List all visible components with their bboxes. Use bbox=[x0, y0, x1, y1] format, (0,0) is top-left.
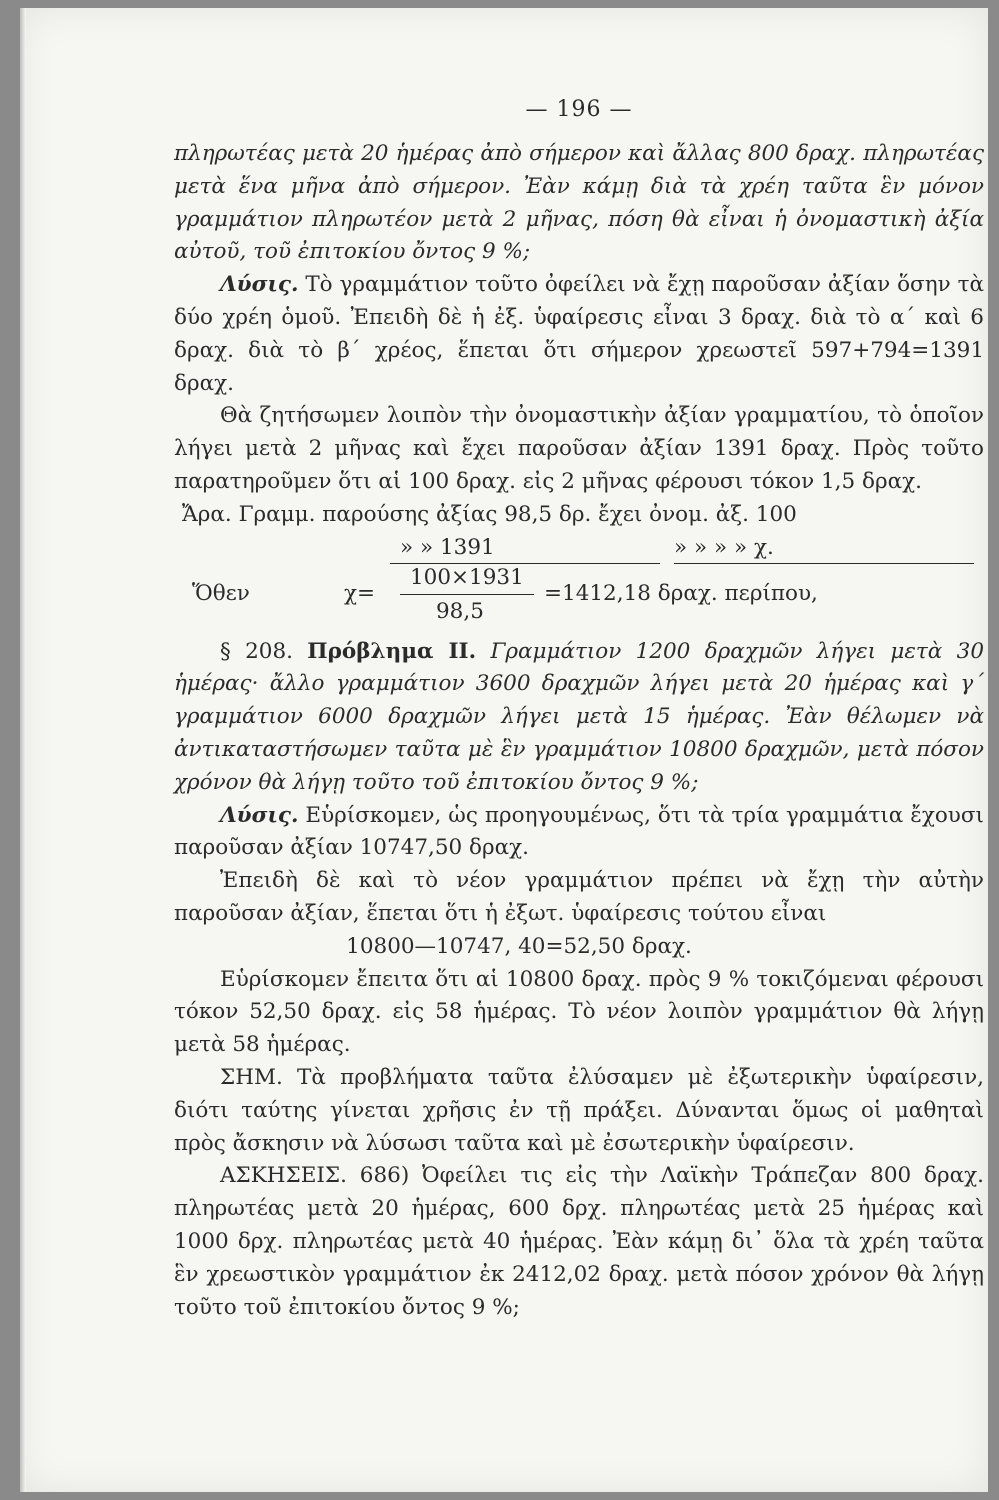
solution-label: Λύσις. bbox=[220, 272, 299, 298]
paragraph-problem-continued: πληρωτέας μετὰ 20 ἡμέρας ἀπὸ σήμερον καὶ ἄλλας 800 δραχ. πληρωτέας μετὰ ἕνα μῆνα ἀπὸ σήμερον. Ἐὰν κάμῃ διὰ τὰ χρέη ταῦτα ἓν μόνον γραμμάτιον πληρωτέον μετὰ 2 μῆνας, πόση θὰ εἶναι ἡ ὀνομαστικὴ ἀξία αὐτοῦ, τοῦ ἐπιτοκίου ὄντος 9 %; bbox=[174, 141, 984, 265]
paragraph-solution-1 bbox=[174, 269, 984, 400]
book-page bbox=[20, 8, 988, 1492]
paragraph-problem-2 bbox=[174, 636, 984, 800]
problem-title: Πρόβλημα II. bbox=[307, 638, 477, 664]
paragraph-note: ΣΗΜ. Τὰ προβλήματα ταῦτα ἐλύσαμεν μὲ ἐξωτερικὴν ὑφαίρεσιν, διότι ταύτης γίνεται χρῆσις ἐν τῇ πράξει. Δύνανται ὅμως οἱ μαθηταὶ πρὸς ἄσκησιν νὰ λύσωσι ταῦτα καὶ μὲ ἐσωτερικὴν ὑφαίρεσιν. bbox=[174, 1064, 984, 1156]
fraction-result: =1412,18 δραχ. περίπου, bbox=[544, 580, 818, 606]
paragraph-nominal-value: Θὰ ζητήσωμεν λοιπὸν τὴν ὀνομαστικὴν ἀξίαν γραμματίου, τὸ ὁποῖον λήγει μετὰ 2 μῆνας καὶ ἔχει παροῦσαν ἀξίαν 1391 δραχ. Πρὸς τοῦτο παρατηροῦμεν ὅτι αἱ 100 δραχ. εἰς 2 μῆνας φέρουσι τόκον 1,5 δραχ. bbox=[174, 403, 984, 494]
page-number: — 196 — bbox=[525, 97, 633, 122]
section-number: § 208. bbox=[220, 638, 293, 664]
paragraph-new-note: Ἐπειδὴ δὲ καὶ τὸ νέον γραμμάτιον πρέπει νὰ ἔχῃ τὴν αὐτὴν παροῦσαν ἀξίαν, ἕπεται ὅτι ἡ ἐξωτ. ὑφαίρεσις τούτου εἶναι bbox=[174, 868, 984, 926]
solution-2-label: Λύσις. bbox=[220, 802, 299, 828]
fraction-numerator: 100×1931 bbox=[410, 564, 524, 590]
fraction-equation bbox=[174, 564, 984, 636]
x-equals: χ= bbox=[344, 580, 376, 606]
equation-difference: 10800—10747, 40=52,50 δραχ. bbox=[346, 933, 692, 959]
hence-label: Ὅθεν bbox=[192, 580, 250, 606]
page-spine-shadow bbox=[20, 8, 26, 1492]
page-text bbox=[174, 94, 984, 1324]
proportion-ditto-right: » » » » χ. bbox=[674, 534, 774, 560]
fraction-bar bbox=[400, 594, 534, 595]
proportion-line-2 bbox=[174, 532, 984, 564]
problem-text: Γραμμάτιον 1200 δραχμῶν λήγει μετὰ 30 ἡμέρας· ἄλλο γραμμάτιον 3600 δραχμῶν λήγει μετὰ 20 ἡμέρας καὶ γ΄ γραμμάτιον 6000 δραχμῶν λήγει μετὰ 15 ἡμέρας. Ἐὰν θέλωμεν νὰ ἀντικαταστήσωμεν ταῦτα μὲ ἓν γραμμάτιον 10800 δραχμῶν, μετὰ πόσον χρόνον θὰ λήγῃ τοῦτο τοῦ ἐπιτοκίου ὄντος 9 %; bbox=[174, 638, 984, 795]
proportion-ditto-left: » » 1391 bbox=[400, 534, 495, 560]
paragraph-solution-2 bbox=[174, 800, 984, 866]
fraction-denominator: 98,5 bbox=[436, 598, 484, 624]
proportion-line-1: Ἄρα. Γραμμ. παρούσης ἀξίας 98,5 δρ. ἔχει ὀνομ. ἀξ. 100 bbox=[182, 501, 797, 527]
solution-2-text: Εὑρίσκομεν, ὡς προηγουμένως, ὅτι τὰ τρία γραμμάτια ἔχουσι παροῦσαν ἀξίαν 10747,50 δραχ. bbox=[174, 802, 984, 861]
paragraph-result: Εὑρίσκομεν ἔπειτα ὅτι αἱ 10800 δραχ. πρὸς 9 % τοκιζόμεναι φέρουσι τόκον 52,50 δραχ. εἰς 58 ἡμέρας. Τὸ νέον λοιπὸν γραμμάτιον θὰ λήγῃ μετὰ 58 ἡμέρας. bbox=[174, 966, 984, 1058]
paragraph-exercises: ΑΣΚΗΣΕΙΣ. 686) Ὀφείλει τις εἰς τὴν Λαϊκὴν Τράπεζαν 800 δραχ. πληρωτέας μετὰ 20 ἡμέρας, 600 δρχ. πληρωτέας μετὰ 25 ἡμέρας καὶ 1000 δρχ. πληρωτέας μετὰ 40 ἡμέρας. Ἐὰν κάμῃ δι᾽ ὅλα τὰ χρέη ταῦτα ἓν χρεωστικὸν γραμμάτιον ἐκ 2412,02 δραχ. μετὰ πόσον χρόνον θὰ λήγῃ τοῦτο τοῦ ἐπιτοκίου ὄντος 9 %; bbox=[174, 1163, 984, 1320]
solution-text: Τὸ γραμμάτιον τοῦτο ὀφείλει νὰ ἔχῃ παροῦσαν ἀξίαν ὅσην τὰ δύο χρέη ὁμοῦ. Ἐπειδὴ δὲ ἡ ἐξ. ὑφαίρεσις εἶναι 3 δραχ. διὰ τὸ α΄ καὶ 6 δραχ. διὰ τὸ β΄ χρέος, ἕπεται ὅτι σήμερον χρεωστεῖ 597+794=1391 δραχ. bbox=[174, 272, 984, 396]
